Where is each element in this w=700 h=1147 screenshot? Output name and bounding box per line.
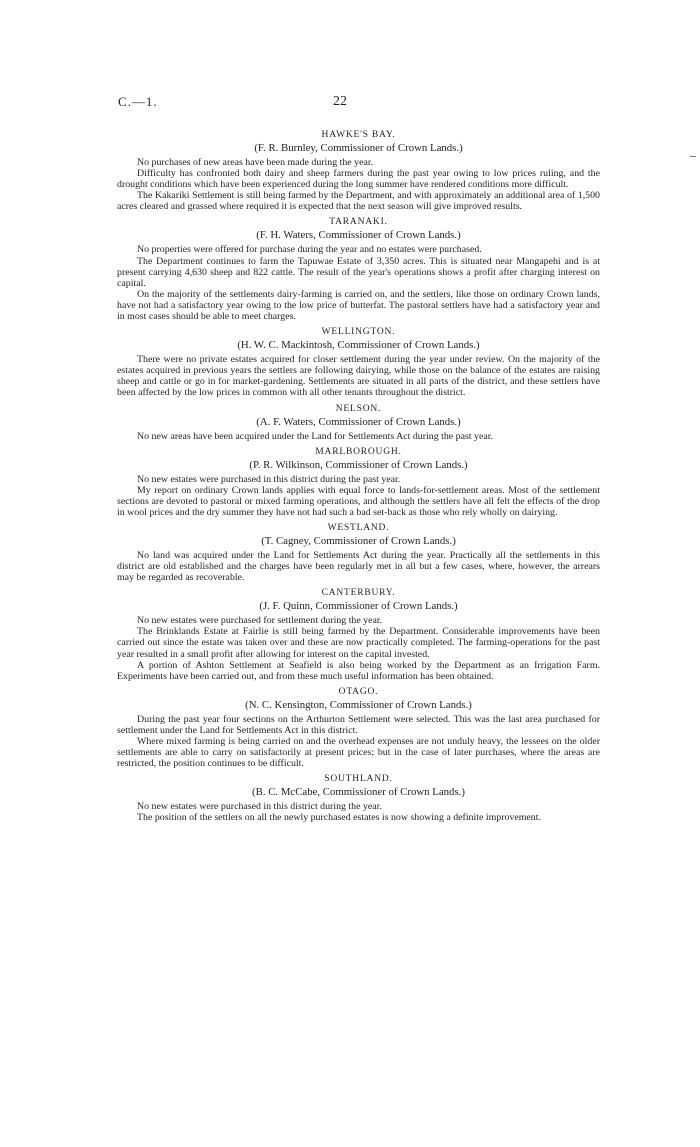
district-section: [117, 523, 600, 583]
report-paragraph: No new areas have been acquired under the Land for Settlements Act during the past year.: [137, 430, 493, 442]
commissioner-line: (H. W. C. Mackintosh, Commissioner of Crown Lands.): [237, 339, 480, 352]
report-paragraph: No new estates were purchased for settlement during the year.: [137, 615, 383, 627]
district-heading: WESTLAND.: [327, 522, 390, 533]
district-section: [117, 588, 600, 682]
district-section: [117, 687, 600, 769]
commissioner-line: (A. F. Waters, Commissioner of Crown Lands.): [256, 415, 461, 428]
commissioner-line: (B. C. McCabe, Commissioner of Crown Lands.): [252, 786, 465, 799]
district-heading: TARANAKI.: [329, 217, 388, 228]
district-heading: SOUTHLAND.: [324, 774, 393, 785]
commissioner-line: (P. R. Wilkinson, Commissioner of Crown Lands.): [249, 458, 468, 471]
margin-mark: [690, 156, 696, 157]
district-heading: CANTERBURY.: [321, 588, 396, 599]
report-paragraph: No properties were offered for purchase during the year and no estates were purchased.: [137, 244, 482, 256]
commissioner-line: (F. H. Waters, Commissioner of Crown Lands.): [256, 229, 461, 242]
report-paragraph: The position of the settlers on all the newly purchased estates is now showing a definite improvement.: [137, 812, 541, 824]
report-paragraph: Where mixed farming is being carried on and the overhead expenses are not unduly heavy, the lessees on the older settlements are able to carry on satisfactorily at present prices; but in the case of later purchases, where the areas are restricted, the position continues to be difficult.: [117, 736, 600, 770]
report-paragraph: A portion of Ashton Settlement at Seafield is also being worked by the Department as an Irrigation Farm. Experiments have been carried out, and from these much useful information has been obtained.: [117, 659, 600, 682]
report-paragraph: No purchases of new areas have been made during the year.: [137, 157, 374, 168]
district-heading: MARLBOROUGH.: [315, 446, 402, 457]
district-heading: OTAGO.: [338, 686, 379, 697]
report-paragraph: On the majority of the settlements dairy-farming is carried on, and the settlers, like those on ordinary Crown lands, have not had a satisfactory year owing to the low price of butterfat. The pastoral settlers have had a satisfactory year and in most cases should be able to meet charges.: [117, 288, 600, 323]
district-section: [117, 327, 600, 398]
district-heading: WELLINGTON.: [321, 327, 396, 338]
report-paragraph: Difficulty has confronted both dairy and sheep farmers during the past year owing to low prices ruling, and the drought conditions which have been experienced during the long summer have rendered conditions more difficult.: [117, 168, 600, 191]
report-paragraph: There were no private estates acquired for closer settlement during the year under review. On the majority of the estates acquired in previous years the settlers are following dairying, while those on the balance of the estates are raising sheep and cattle or go in for market-gardening. Settlements are situated in all parts of the district, and these settlers have been affected by the low prices in common with all other tenants throughout the district.: [117, 354, 600, 399]
district-section: [117, 404, 600, 442]
report-body: [117, 126, 600, 828]
page-number: 22: [333, 94, 347, 109]
district-section: [117, 447, 600, 518]
report-paragraph: No new estates were purchased in this district during the past year.: [137, 473, 401, 485]
district-section: [117, 217, 600, 322]
district-heading: HAWKE'S BAY.: [321, 130, 396, 140]
report-paragraph: No land was acquired under the Land for Settlements Act during the year. Practically all the settlements in this district are old established and the charges have been regularly met in all but a few cases, where, however, the arrears may be regarded as recoverable.: [117, 549, 600, 584]
report-paragraph: The Department continues to farm the Tapuwae Estate of 3,350 acres. This is situated near Mangapehi and is at present carrying 4,630 sheep and 822 cattle. The result of the year's operations shows a profit after charging interest on capital.: [117, 255, 600, 289]
commissioner-line: (J. F. Quinn, Commissioner of Crown Lands.): [259, 600, 458, 613]
document-reference: C.—1.: [118, 94, 158, 109]
commissioner-line: (N. C. Kensington, Commissioner of Crown Lands.): [245, 698, 472, 711]
district-section: [117, 774, 600, 823]
district-heading: NELSON.: [335, 403, 382, 414]
commissioner-line: (T. Cagney, Commissioner of Crown Lands.): [261, 534, 456, 547]
report-paragraph: No new estates were purchased in this district during the year.: [137, 801, 382, 813]
page-header: [0, 94, 700, 112]
report-paragraph: The Brinklands Estate at Fairlie is still being farmed by the Department. Considerable improvements have been carried out since the estate was taken over and these are now practically completed. The farming-operations for the past year resulted in a small profit after allowing for interest on the capital invested.: [117, 626, 600, 660]
report-paragraph: The Kakariki Settlement is still being farmed by the Department, and with approximately an additional area of 1,500 acres cleared and grassed where required it is expected that the next season will give improved results.: [117, 190, 600, 213]
report-paragraph: During the past year four sections on the Arthurton Settlement were selected. This was the last area purchased for settlement under the Land for Settlements Act in this district.: [117, 713, 600, 736]
report-paragraph: My report on ordinary Crown lands applies with equal force to lands-for-settlement areas. Most of the settlement sections are devoted to pastoral or mixed farming operations, and although the settlers have all felt the effects of the drop in wool prices and the dry summer they have not had such a bad set-back as those who rely wholly on dairying.: [117, 484, 600, 518]
commissioner-line: (F. R. Burnley, Commissioner of Crown Lands.): [254, 142, 463, 154]
district-section: [117, 130, 600, 212]
